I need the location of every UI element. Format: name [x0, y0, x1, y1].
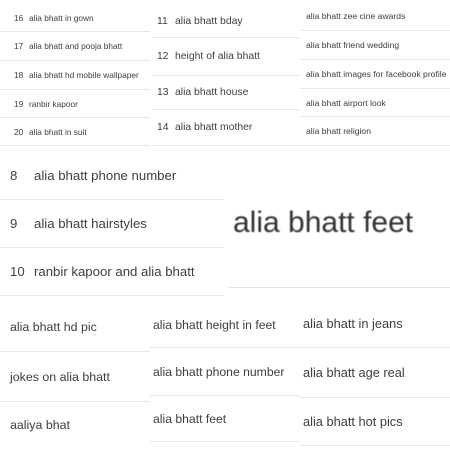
item-text: alia bhatt bday — [175, 16, 243, 27]
suggestion-item[interactable] — [300, 2, 450, 31]
suggestion-item[interactable] — [152, 38, 300, 76]
item-text: alia bhatt friend wedding — [306, 40, 400, 50]
suggestions-panel-bottom-right — [0, 300, 450, 450]
suggestion-item[interactable] — [152, 76, 300, 110]
suggestion-item[interactable] — [0, 248, 224, 296]
suggestion-item[interactable] — [0, 152, 224, 200]
item-text: alia bhatt images for facebook profile — [306, 69, 447, 79]
item-text: alia bhatt house — [175, 87, 249, 98]
suggestion-item[interactable] — [0, 200, 224, 248]
item-text: alia bhatt in gown — [29, 12, 94, 23]
item-text: jokes on alia bhatt — [10, 369, 110, 384]
item-text: alia bhatt hd mobile wallpaper — [29, 70, 139, 80]
item-text: alia bhatt phone number — [34, 168, 177, 183]
item-text: alia bhatt in suit — [29, 126, 87, 137]
item-text: alia bhatt hot pics — [303, 414, 403, 429]
item-text: alia bhatt mother — [175, 122, 253, 133]
item-text: aaliya bhat — [10, 418, 70, 432]
suggestion-item[interactable] — [300, 117, 450, 146]
zoomed-suggestion[interactable] — [228, 158, 450, 288]
suggestion-item[interactable] — [300, 89, 450, 117]
item-text: alia bhatt hairstyles — [34, 216, 147, 231]
item-text: alia bhatt phone number — [153, 364, 285, 379]
suggestion-item[interactable] — [300, 300, 450, 348]
item-text: height of alia bhatt — [175, 51, 260, 62]
suggestion-item[interactable] — [152, 110, 300, 146]
item-text: ranbir kapoor and alia bhatt — [34, 264, 195, 279]
suggestion-item[interactable] — [300, 348, 450, 398]
item-text: alia bhatt in jeans — [303, 316, 403, 331]
item-text: alia bhatt height in feet — [153, 317, 276, 332]
item-number: 10 — [10, 264, 25, 279]
item-number: 12 — [157, 51, 169, 62]
item-text: alia bhatt age real — [303, 365, 405, 380]
suggestions-panel-top-right — [300, 0, 450, 150]
item-number: 19 — [14, 98, 24, 109]
item-number: 20 — [14, 126, 24, 137]
zoomed-suggestion-text: alia bhatt feet — [233, 206, 414, 239]
item-text: alia bhatt feet — [153, 411, 227, 426]
suggestions-panel-8-10 — [0, 152, 224, 298]
item-text: alia bhatt and pooja bhatt — [29, 41, 123, 51]
item-number: 9 — [10, 216, 18, 231]
suggestion-item[interactable] — [300, 31, 450, 60]
item-number: 13 — [157, 87, 169, 98]
divider — [228, 287, 450, 288]
item-text: ranbir kapoor — [29, 98, 78, 109]
suggestions-panel-11-14 — [0, 0, 300, 150]
item-number: 8 — [10, 168, 18, 183]
suggestion-item[interactable] — [300, 60, 450, 89]
item-text: alia bhatt zee cine awards — [306, 11, 406, 21]
item-text: alia bhatt religion — [306, 126, 371, 136]
item-number: 14 — [157, 122, 169, 133]
item-number: 18 — [14, 70, 24, 80]
item-text: alia bhatt airport look — [306, 97, 386, 108]
suggestion-item[interactable] — [152, 6, 300, 38]
item-number: 11 — [157, 16, 168, 27]
item-text: alia bhatt hd pic — [10, 319, 97, 334]
item-number: 17 — [14, 41, 24, 51]
suggestion-item[interactable] — [300, 398, 450, 446]
item-number: 16 — [14, 12, 24, 23]
